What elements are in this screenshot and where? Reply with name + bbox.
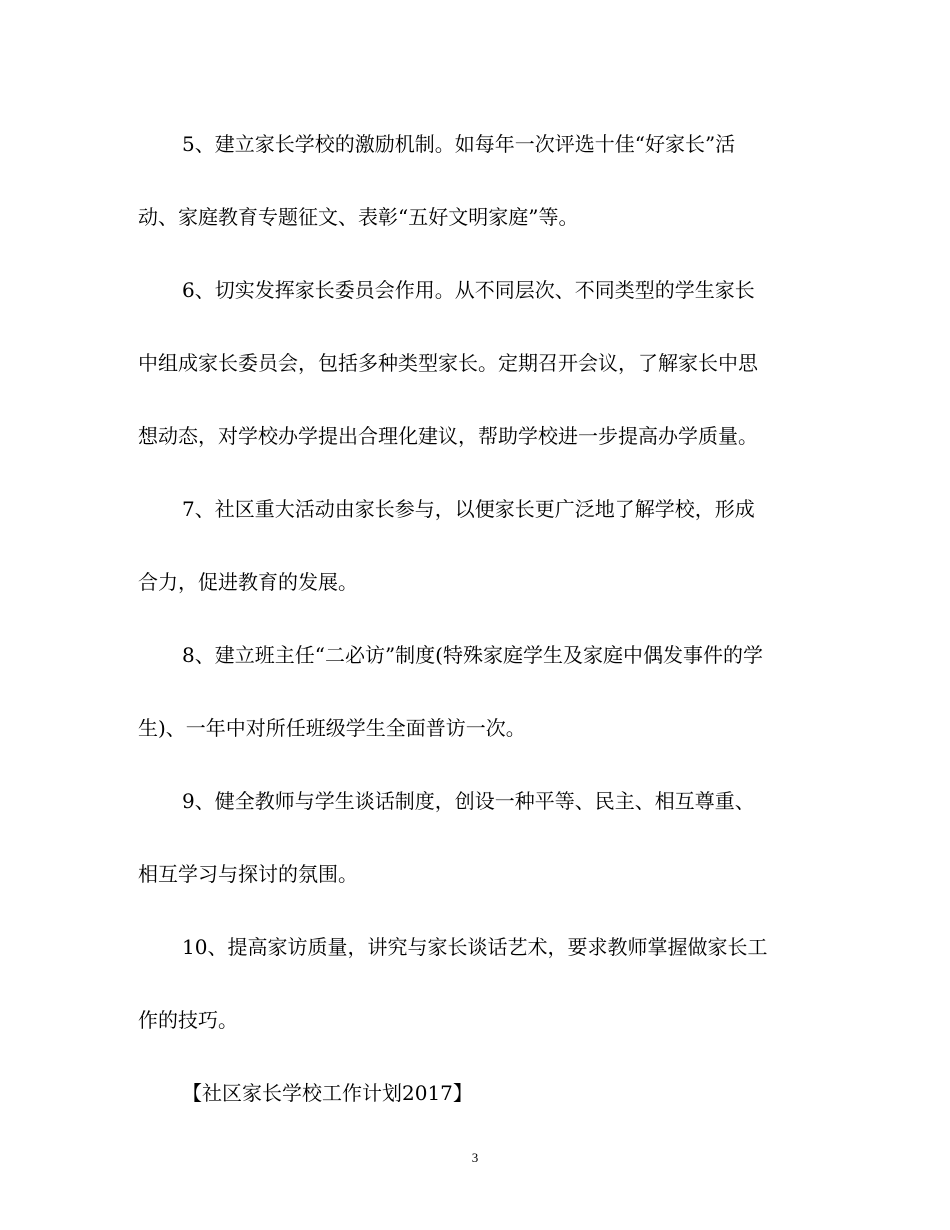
paragraph-7-line-1: 7、社区重大活动由家长参与，以便家长更广泛地了解学校，形成 <box>182 497 755 521</box>
paragraph-6-line-3: 想动态，对学校办学提出合理化建议，帮助学校进一步提高办学质量。 <box>138 424 758 448</box>
paragraph-10-line-1: 10、提高家访质量，讲究与家长谈话艺术，要求教师掌握做家长工 <box>182 935 768 959</box>
paragraph-7-line-2: 合力，促进教育的发展。 <box>138 570 358 594</box>
paragraph-9-line-1: 9、健全教师与学生谈话制度，创设一种平等、民主、相互尊重、 <box>182 789 755 813</box>
paragraph-5-line-1: 5、建立家长学校的激励机制。如每年一次评选十佳“好家长”活 <box>182 132 736 156</box>
page-number: 3 <box>471 1150 479 1165</box>
paragraph-8-line-1: 8、建立班主任“二必访”制度(特殊家庭学生及家庭中偶发事件的学 <box>182 643 763 667</box>
paragraph-8-line-2: 生)、一年中对所任班级学生全面普访一次。 <box>138 716 526 740</box>
paragraph-6-line-1: 6、切实发挥家长委员会作用。从不同层次、不同类型的学生家长 <box>182 278 755 302</box>
paragraph-10-line-2: 作的技巧。 <box>138 1008 238 1032</box>
paragraph-5-line-2: 动、家庭教育专题征文、表彰“五好文明家庭”等。 <box>138 205 579 229</box>
paragraph-9-line-2: 相互学习与探讨的氛围。 <box>138 862 358 886</box>
paragraph-6-line-2: 中组成家长委员会，包括多种类型家长。定期召开会议，了解家长中思 <box>138 351 758 375</box>
closing-heading: 【社区家长学校工作计划2017】 <box>182 1081 473 1105</box>
